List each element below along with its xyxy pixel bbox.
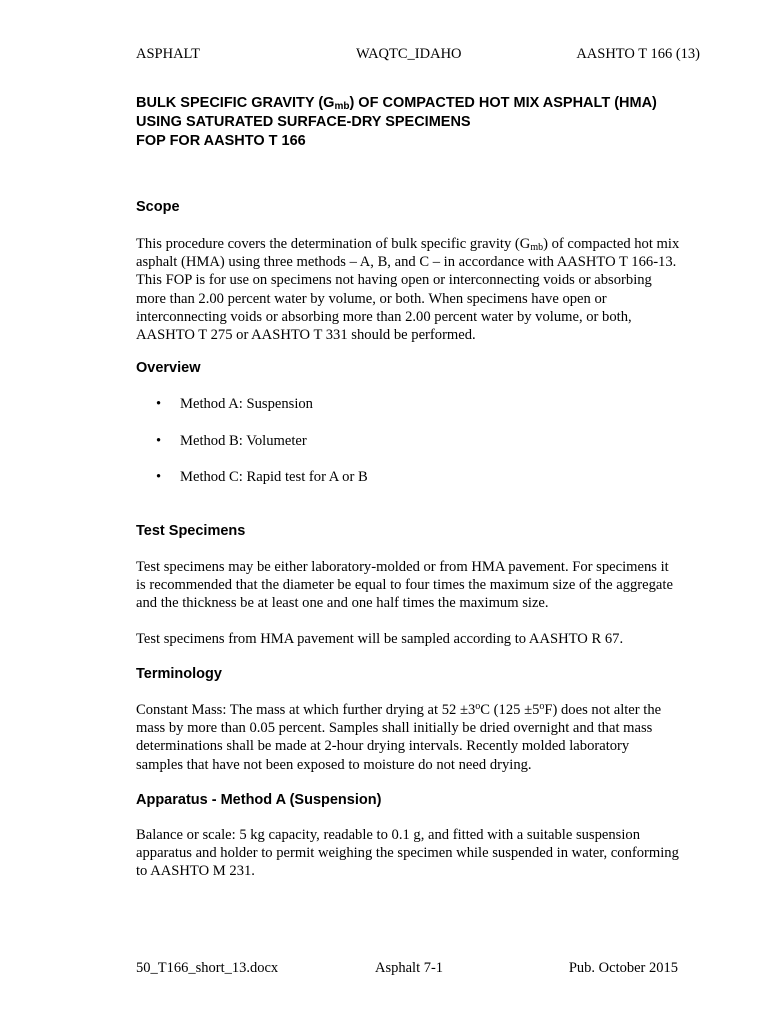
title-line-2: USING SATURATED SURFACE-DRY SPECIMENS [136,114,471,130]
terminology-line: samples that have not been exposed to moisture do not need drying. [136,756,532,773]
apparatus-paragraph [136,826,706,881]
bullet-icon: • [156,469,162,485]
scope-line: interconnecting voids or absorbing more than 2.00 percent water by volume, or both, [136,308,632,325]
degree-superscript: o [475,701,481,712]
test-specimens-sampling-paragraph [136,630,706,648]
test-specimens-sampling-line: Test specimens from HMA pavement will be sampled according to AASHTO R 67. [136,631,624,647]
title-line-1 [136,94,736,113]
scope-line: asphalt (HMA) using three methods – A, B, and C – in accordance with AASHTO T 166-13. [136,254,677,271]
document-title [136,94,736,151]
scope-paragraph [136,235,706,344]
terminology-text-b: C (125 ±5 [480,702,540,718]
apparatus-heading: Apparatus - Method A (Suspension) [136,792,382,808]
test-specimens-line: and the thickness be at least one and one half times the maximum size. [136,595,549,612]
terminology-line: determinations shall be made at 2-hour drying intervals. Recently molded laboratory [136,738,630,755]
apparatus-line: to AASHTO M 231. [136,863,255,880]
bullet-text: Method C: Rapid test for A or B [180,469,368,485]
overview-bullet-item [156,469,368,486]
scope-line-1-rest: ) of compacted hot mix [543,236,680,252]
scope-line: more than 2.00 percent water by volume, or both. When specimens have open or [136,290,607,307]
terminology-heading: Terminology [136,666,222,682]
title-line-1-rest: ) OF COMPACTED HOT MIX ASPHALT (HMA) [349,95,657,111]
apparatus-line: apparatus and holder to permit weighing the specimen while suspended in water, conforming [136,845,679,862]
scope-line: This FOP is for use on specimens not having open or interconnecting voids or absorbing [136,272,652,289]
footer-filename: 50_T166_short_13.docx [136,960,279,976]
bullet-icon: • [156,396,162,412]
bullet-text: Method A: Suspension [180,396,313,412]
test-specimens-line: is recommended that the diameter be equal to four times the maximum size of the aggregate [136,577,673,594]
terminology-line: mass by more than 0.05 percent. Samples shall initially be dried overnight and that mass [136,720,653,737]
bullet-icon: • [156,433,162,449]
title-subscript: mb [334,101,350,112]
scope-line: AASHTO T 275 or AASHTO T 331 should be performed. [136,327,476,344]
scope-line [136,235,706,253]
footer-page-number: Asphalt 7-1 [375,960,444,976]
title-line-3: FOP FOR AASHTO T 166 [136,133,306,149]
terminology-line [136,701,706,719]
scope-line-1-text: This procedure covers the determination of bulk specific gravity (G [136,236,531,252]
test-specimens-paragraph [136,558,706,613]
footer-publication-date: Pub. October 2015 [568,960,678,976]
overview-bullet-item [156,433,307,450]
scope-heading: Scope [136,199,180,215]
degree-superscript: o [539,701,545,712]
test-specimens-line: Test specimens may be either laboratory-molded or from HMA pavement. For specimens it [136,559,669,575]
overview-bullet-item [156,396,313,413]
bullet-text: Method B: Volumeter [180,433,307,449]
overview-heading: Overview [136,360,201,376]
terminology-text-a: Constant Mass: The mass at which further drying at 52 ±3 [136,702,476,718]
header-center: WAQTC_IDAHO [356,46,462,62]
test-specimens-heading: Test Specimens [136,523,246,539]
header-left: ASPHALT [136,46,200,62]
apparatus-line: Balance or scale: 5 kg capacity, readable to 0.1 g, and fitted with a suitable suspension [136,827,640,843]
scope-subscript: mb [530,242,544,253]
terminology-paragraph [136,701,706,774]
header-right: AASHTO T 166 (13) [576,46,700,62]
terminology-text-c: F) does not alter the [544,702,662,718]
title-line-1-text: BULK SPECIFIC GRAVITY (G [136,95,335,111]
